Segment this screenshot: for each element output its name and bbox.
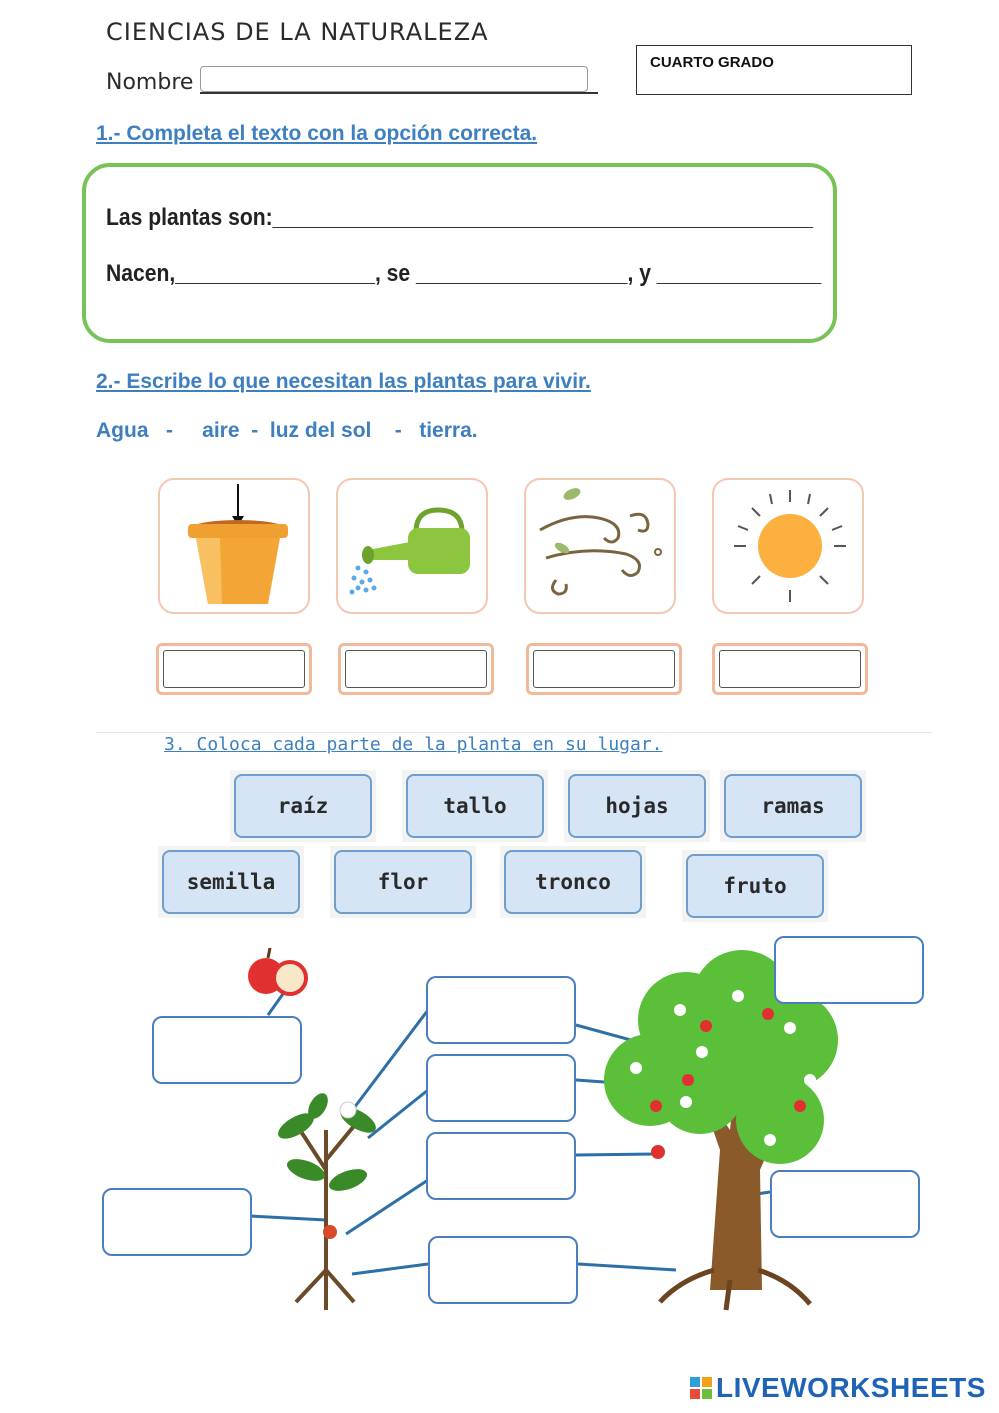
answer-box-4[interactable]	[712, 643, 868, 695]
label-box-trunk[interactable]	[770, 1170, 920, 1238]
answer-box-2[interactable]	[338, 643, 494, 695]
tile-label: tronco	[504, 850, 642, 914]
section2-heading: 2.- Escribe lo que necesitan las plantas para vivir.	[96, 370, 591, 393]
tile-flor[interactable]	[330, 846, 476, 918]
tile-label: hojas	[568, 774, 706, 838]
label-box-4[interactable]	[428, 1236, 578, 1304]
logo-text: LIVEWORKSHEETS	[716, 1372, 986, 1403]
fill-line-1: Las plantas son:______________________________________________	[106, 204, 813, 231]
tile-ramas[interactable]	[720, 770, 866, 842]
fill-in-box	[82, 163, 837, 343]
label-box-fruit[interactable]	[152, 1016, 302, 1084]
tile-label: fruto	[686, 854, 824, 918]
sun-card	[712, 478, 864, 614]
label-box-2[interactable]	[426, 1054, 576, 1122]
tile-label: tallo	[406, 774, 544, 838]
tile-label: flor	[334, 850, 472, 914]
grade-text: CUARTO GRADO	[650, 54, 774, 71]
tile-raiz[interactable]	[230, 770, 376, 842]
watering-can-card	[336, 478, 488, 614]
logo-grid-icon	[690, 1377, 712, 1399]
tile-tronco[interactable]	[500, 846, 646, 918]
answer-box-3[interactable]	[526, 643, 682, 695]
tile-label: semilla	[162, 850, 300, 914]
tile-label: raíz	[234, 774, 372, 838]
name-label: Nombre	[106, 70, 194, 95]
wind-card	[524, 478, 676, 614]
answer-box-1[interactable]	[156, 643, 312, 695]
section1-heading: 1.- Completa el texto con la opción correcta.	[96, 122, 538, 145]
divider	[96, 732, 932, 733]
sun-icon	[714, 480, 862, 612]
label-box-3[interactable]	[426, 1132, 576, 1200]
fill-line-2: Nacen,_________________, se __________________, y ______________	[106, 260, 822, 287]
name-underline	[200, 92, 598, 94]
label-box-tree-top[interactable]	[774, 936, 924, 1004]
worksheet-title: CIENCIAS DE LA NATURALEZA	[106, 18, 489, 46]
tile-tallo[interactable]	[402, 770, 548, 842]
tile-label: ramas	[724, 774, 862, 838]
section3-heading: 3. Coloca cada parte de la planta en su lugar.	[164, 734, 663, 755]
wind-icon	[526, 480, 674, 612]
tile-fruto[interactable]	[682, 850, 828, 922]
tile-semilla[interactable]	[158, 846, 304, 918]
watering-can-icon	[338, 480, 486, 612]
label-box-1[interactable]	[426, 976, 576, 1044]
word-bank: Agua - aire - luz del sol - tierra.	[96, 419, 478, 442]
flower-pot-icon	[160, 480, 308, 612]
label-box-seed[interactable]	[102, 1188, 252, 1256]
name-input[interactable]	[200, 66, 588, 92]
liveworksheets-logo	[690, 1372, 986, 1404]
flower-pot-card	[158, 478, 310, 614]
tile-hojas[interactable]	[564, 770, 710, 842]
